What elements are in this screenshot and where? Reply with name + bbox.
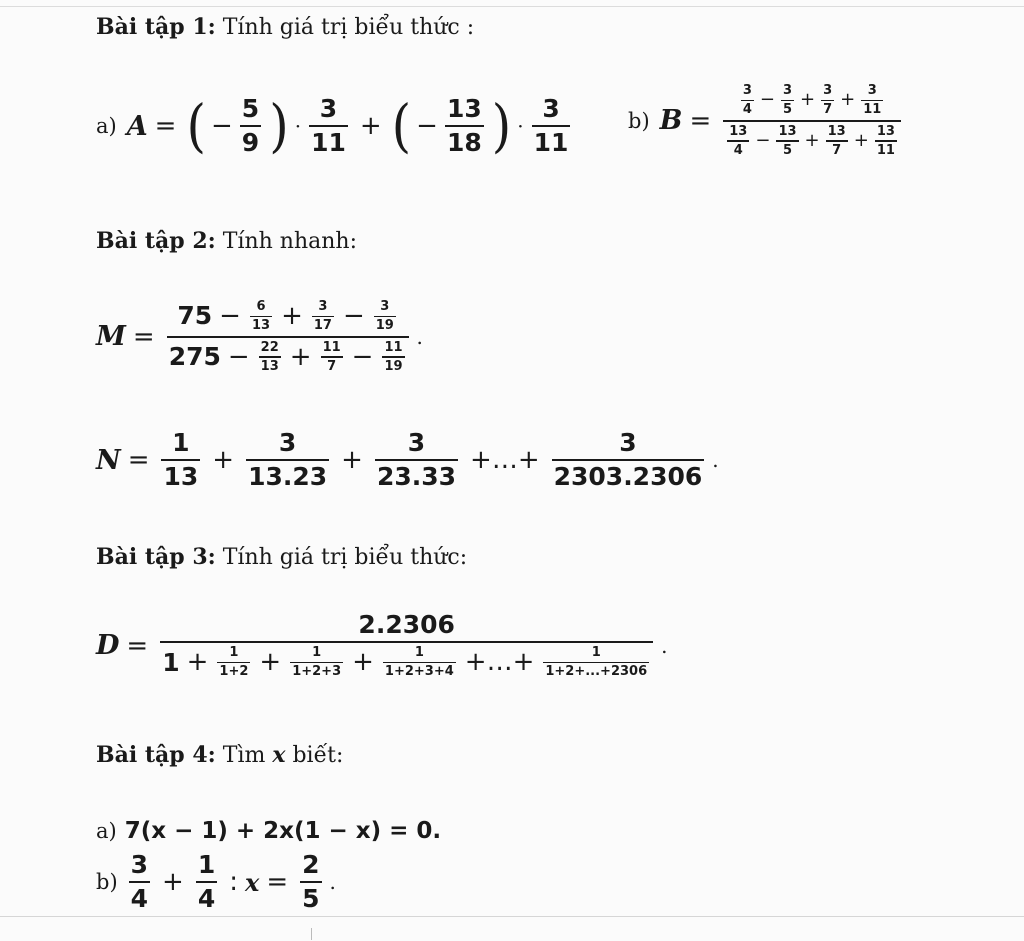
exercise-1-text: Tính giá trị biểu thức : <box>222 15 475 40</box>
period: . <box>416 324 423 349</box>
part-b-label: b) <box>96 870 118 895</box>
var-N: N <box>96 444 121 476</box>
dot-operator: · <box>294 114 302 139</box>
fraction: $\frac{3}{13.23}$ <box>248 428 328 492</box>
equals-sign: = <box>127 445 150 476</box>
equals-sign: = <box>689 105 712 136</box>
period: . <box>712 448 719 473</box>
part-a-label: a) <box>96 114 117 139</box>
big-fraction: 75 − $\frac{6}{13}$ + $\frac{3}{17}$ − $\frac{3}{19}$ 275 − $\frac{22}{13}$ + $\frac{11}{7}$ − $\frac{11}{19}$ <box>167 300 409 374</box>
big-fraction: 2.2306 1 + $\frac{1}{1+2}$ + $\frac{1}{1+2+3}$ + $\frac{1}{1+2+3+4}$ +…+ $\frac{1}{1+2+...+2306}$ <box>160 612 653 679</box>
exercise-4-text-post: biết: <box>292 743 344 768</box>
paren-close: ) <box>491 92 512 160</box>
plus-sign: + <box>212 445 235 476</box>
var-M: M <box>96 321 126 353</box>
period: . <box>329 870 336 895</box>
exercise-2-heading <box>96 228 357 254</box>
part-b-label: b) <box>628 108 650 133</box>
minus-sign: − <box>416 111 438 142</box>
var-x: x <box>245 867 260 897</box>
bottom-divider <box>0 916 1024 917</box>
expression-N <box>96 430 722 491</box>
fraction: $\frac{3}{23.33}$ <box>376 428 457 492</box>
fraction: $\frac{3}{11}$ <box>533 94 569 158</box>
expression-a <box>96 92 575 160</box>
top-divider <box>0 6 1024 7</box>
equation-4a-expr: 7(x − 1) + 2x(1 − x) = 0. <box>124 818 442 844</box>
equals-sign: = <box>266 867 289 898</box>
exercise-4-text-pre: Tìm <box>222 743 266 768</box>
plus-sign: + <box>162 867 184 898</box>
exercise-1-title: Bài tập 1: <box>96 14 216 40</box>
exercise-2-text: Tính nhanh: <box>222 229 358 254</box>
fraction: $\frac{3}{2303.2306}$ <box>553 428 703 492</box>
exercise-3-text: Tính giá trị biểu thức: <box>222 545 468 570</box>
exercise-4-var: x <box>272 742 286 768</box>
period: . <box>661 633 668 658</box>
exercise-3-heading <box>96 544 467 570</box>
var-D: D <box>96 630 120 662</box>
expression-M <box>96 300 426 374</box>
expression-b <box>628 84 906 158</box>
exercise-1-heading <box>96 14 474 40</box>
expression-D <box>96 612 670 679</box>
big-fraction: $\frac{3}{4}$ − $\frac{3}{5}$ + $\frac{3}{7}$ + $\frac{3}{11}$ $\frac{13}{4}$ − $\frac{13}{5}$ + $\frac{13}{7}$ + $\frac{13}{11}$ <box>723 84 901 158</box>
equals-sign: = <box>154 111 177 142</box>
equals-sign: = <box>132 321 155 352</box>
exercise-2-title: Bài tập 2: <box>96 228 216 254</box>
fraction: $\frac{2}{5}$ <box>302 850 320 914</box>
equation-4b <box>96 852 339 913</box>
plus-sign: + <box>341 445 363 476</box>
fraction: $\frac{3}{11}$ <box>311 94 346 158</box>
dot-operator: · <box>517 114 524 139</box>
plus-sign: + <box>359 111 382 142</box>
equals-sign: = <box>126 630 149 661</box>
fraction: $\frac{1}{13}$ <box>163 428 199 492</box>
fraction: $\frac{1}{4}$ <box>197 850 216 914</box>
fraction: $\frac{5}{9}$ <box>241 94 260 158</box>
equation-4a <box>96 818 441 844</box>
exercise-4-heading <box>96 742 343 768</box>
paren-open: ( <box>391 92 412 160</box>
text-cursor <box>311 928 312 940</box>
colon-operator: : <box>229 867 239 898</box>
ellipsis-sum: +…+ <box>470 445 540 476</box>
paren-open: ( <box>186 92 206 160</box>
var-A: A <box>126 110 148 142</box>
part-a-label: a) <box>96 819 117 843</box>
fraction: $\frac{3}{4}$ <box>130 850 149 914</box>
exercise-4-title: Bài tập 4: <box>96 742 216 768</box>
var-B: B <box>659 105 683 137</box>
paren-close: ) <box>269 92 289 160</box>
minus-sign: − <box>210 111 233 142</box>
exercise-3-title: Bài tập 3: <box>96 544 216 570</box>
fraction: $\frac{13}{18}$ <box>446 94 482 158</box>
